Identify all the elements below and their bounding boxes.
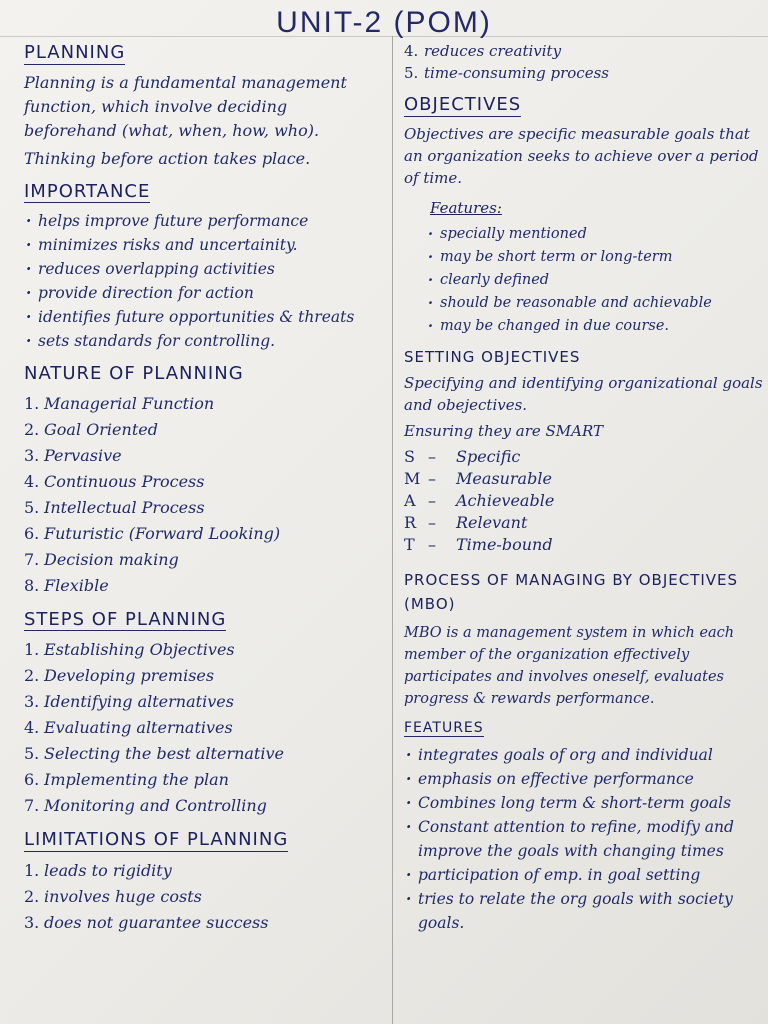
list-item — [404, 62, 764, 84]
page-title: UNIT-2 (POM) — [276, 6, 492, 39]
item-number: 5. — [24, 497, 40, 517]
steps-list — [24, 637, 384, 819]
list-item: · may be changed in due course. — [426, 315, 764, 338]
smart-word: Relevant — [456, 512, 528, 532]
setting-objectives-text: Specifying and identifying organizational goals and obejectives. — [404, 373, 763, 414]
item-number: 3. — [24, 692, 40, 712]
steps-heading: STEPS OF PLANNING — [24, 608, 227, 630]
item-number: 4. — [24, 471, 40, 491]
smart-letter: A — [404, 490, 416, 510]
limitations-continued-list — [404, 40, 764, 84]
list-item: · Combines long term & short-term goals — [404, 791, 764, 815]
list-item: · specially mentioned — [426, 223, 764, 246]
list-item — [24, 741, 384, 767]
limitations-list — [24, 858, 384, 936]
mbo-heading: PROCESS OF MANAGING BY OBJECTIVES (MBO) — [404, 570, 739, 613]
item-number: 8. — [24, 575, 40, 595]
list-item — [24, 469, 384, 495]
importance-heading: IMPORTANCE — [24, 180, 151, 202]
list-item — [24, 767, 384, 793]
item-text: Pervasive — [44, 445, 122, 465]
item-number: 4. — [24, 718, 40, 738]
mbo-definition: MBO is a management system in which each member of the organization effectively participates and involves oneself, evaluates progress & rewards performance. — [404, 624, 735, 707]
list-item: · emphasis on effective performance — [404, 767, 764, 791]
smart-letter: M — [404, 468, 421, 488]
item-text: Evaluating alternatives — [44, 718, 233, 738]
item-text: Establishing Objectives — [44, 640, 235, 660]
item-number: 5. — [404, 64, 419, 82]
smart-word: Specific — [456, 446, 521, 466]
list-item — [24, 573, 384, 599]
item-text: Intellectual Process — [44, 497, 205, 517]
list-item: · participation of emp. in goal setting — [404, 863, 764, 887]
list-item — [24, 689, 384, 715]
limitations-heading: LIMITATIONS OF PLANNING — [24, 829, 289, 851]
mbo-features-list — [404, 743, 764, 935]
item-text: involves huge costs — [44, 886, 202, 906]
item-text: leads to rigidity — [44, 860, 172, 880]
list-item: · helps improve future performance — [24, 209, 384, 233]
list-item — [24, 663, 384, 689]
nature-heading: NATURE OF PLANNING — [24, 363, 244, 385]
item-number: 3. — [24, 912, 40, 932]
list-item: T – Time-bound — [404, 534, 553, 554]
item-text: Monitoring and Controlling — [44, 796, 267, 816]
center-divider — [392, 36, 393, 1024]
item-number: 3. — [24, 445, 40, 465]
item-number: 2. — [24, 666, 40, 686]
list-item — [24, 637, 384, 663]
mbo-features-heading: FEATURES — [404, 719, 484, 736]
list-item: · sets standards for controlling. — [24, 329, 384, 353]
item-text: Identifying alternatives — [44, 692, 234, 712]
planning-thinking: Thinking before action takes place. — [24, 148, 311, 168]
list-item: · provide direction for action — [24, 281, 384, 305]
left-column — [24, 36, 384, 940]
item-text: Selecting the best alternative — [44, 744, 284, 764]
item-text: Futuristic (Forward Looking) — [44, 523, 281, 543]
list-item: S – Specific — [404, 446, 521, 466]
objectives-heading: OBJECTIVES — [404, 94, 522, 115]
item-number: 1. — [24, 860, 40, 880]
list-item: · integrates goals of org and individual — [404, 743, 764, 767]
smart-list — [404, 446, 764, 556]
list-item — [404, 40, 764, 62]
features-list — [426, 223, 764, 338]
list-item — [24, 521, 384, 547]
item-number: 7. — [24, 549, 40, 569]
item-number: 6. — [24, 770, 40, 790]
smart-word: Time-bound — [456, 534, 553, 554]
item-number: 2. — [24, 886, 40, 906]
objectives-definition: Objectives are specific measurable goals that an organization seeks to achieve over a period of time. — [404, 124, 759, 187]
right-column — [404, 36, 764, 939]
item-text: Continuous Process — [44, 471, 205, 491]
list-item: R – Relevant — [404, 512, 528, 532]
list-item: · may be short term or long-term — [426, 246, 764, 269]
planning-definition: Planning is a fundamental management function, which involve deciding beforehand (what, when, how, who). — [24, 72, 347, 140]
importance-list — [24, 209, 384, 353]
planning-heading: PLANNING — [24, 42, 126, 63]
item-text: Implementing the plan — [44, 770, 229, 790]
smart-letter: R — [404, 512, 417, 532]
list-item — [24, 858, 384, 884]
list-item — [24, 715, 384, 741]
list-item: M – Measurable — [404, 468, 552, 488]
item-number: 1. — [24, 640, 40, 660]
list-item: · minimizes risks and uncertainity. — [24, 233, 384, 257]
list-item — [24, 391, 384, 417]
list-item — [24, 417, 384, 443]
list-item: · should be reasonable and achievable — [426, 292, 764, 315]
item-text: Decision making — [44, 549, 179, 569]
list-item: · identifies future opportunities & threats — [24, 305, 384, 329]
features-heading: Features: — [430, 198, 502, 217]
item-number: 2. — [24, 419, 40, 439]
item-text: Managerial Function — [44, 393, 215, 413]
item-number: 4. — [404, 42, 419, 60]
list-item: · reduces overlapping activities — [24, 257, 384, 281]
list-item — [24, 443, 384, 469]
setting-objectives-heading: SETTING OBJECTIVES — [404, 347, 581, 366]
list-item — [24, 793, 384, 819]
nature-list — [24, 391, 384, 599]
smart-intro: Ensuring they are SMART — [404, 421, 604, 440]
list-item — [24, 884, 384, 910]
smart-letter: T — [404, 534, 415, 554]
item-number: 5. — [24, 744, 40, 764]
list-item: · clearly defined — [426, 269, 764, 292]
item-text: Developing premises — [44, 666, 215, 686]
smart-letter: S — [404, 446, 415, 466]
list-item: A – Achieveable — [404, 490, 555, 510]
item-text: Flexible — [44, 575, 109, 595]
list-item: · Constant attention to refine, modify and improve the goals with changing times — [404, 815, 764, 863]
item-text: time-consuming process — [424, 64, 609, 82]
smart-word: Achieveable — [456, 490, 555, 510]
item-text: Goal Oriented — [44, 419, 158, 439]
list-item: · tries to relate the org goals with society goals. — [404, 887, 764, 935]
item-text: reduces creativity — [424, 42, 562, 60]
smart-word: Measurable — [456, 468, 552, 488]
item-number: 6. — [24, 523, 40, 543]
item-number: 7. — [24, 796, 40, 816]
list-item — [24, 495, 384, 521]
item-number: 1. — [24, 393, 40, 413]
list-item — [24, 547, 384, 573]
list-item — [24, 910, 384, 936]
item-text: does not guarantee success — [44, 912, 269, 932]
